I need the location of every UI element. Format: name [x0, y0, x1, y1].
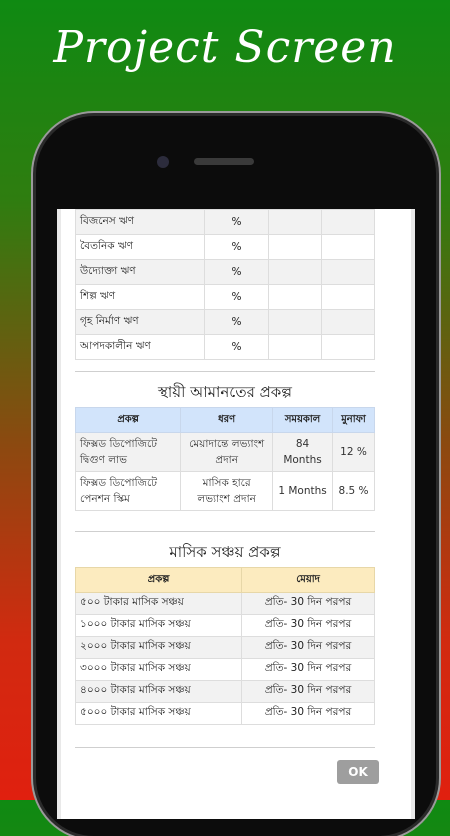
column-header: সময়কাল: [273, 408, 333, 433]
savings-name: ৪০০০ টাকার মাসিক সঞ্চয়: [76, 681, 242, 703]
loan-cell: [268, 335, 321, 360]
loan-table: [75, 209, 375, 360]
scheme-name: ফিক্সড ডিপোজিটে দ্বিগুণ লাভ: [76, 433, 181, 472]
speaker-grille: [194, 158, 254, 165]
table-row: [76, 235, 375, 260]
loan-rate: %: [205, 310, 269, 335]
loan-cell: [321, 285, 374, 310]
fixed-deposit-table: [75, 407, 375, 511]
divider: [75, 371, 375, 372]
phone-screen: [57, 209, 415, 819]
table-row: [76, 615, 375, 637]
loan-rate: %: [205, 210, 269, 235]
savings-term: প্রতি- 30 দিন পরপর: [242, 659, 375, 681]
table-row: [76, 433, 375, 472]
savings-name: ৫০০ টাকার মাসিক সঞ্চয়: [76, 593, 242, 615]
table-row: [76, 681, 375, 703]
column-header: ধরণ: [181, 408, 273, 433]
loan-name: বিজনেস ঋণ: [76, 210, 205, 235]
table-row: [76, 285, 375, 310]
table-row: [76, 335, 375, 360]
camera-icon: [157, 156, 169, 168]
table-row: [76, 637, 375, 659]
promo-title: Project Screen: [53, 22, 397, 73]
loan-cell: [268, 285, 321, 310]
table-row: [76, 593, 375, 615]
loan-cell: [321, 310, 374, 335]
loan-cell: [321, 235, 374, 260]
savings-term: প্রতি- 30 দিন পরপর: [242, 703, 375, 725]
monthly-savings-title: মাসিক সঞ্চয় প্রকল্প: [169, 543, 281, 561]
savings-term: প্রতি- 30 দিন পরপর: [242, 681, 375, 703]
savings-name: ৫০০০ টাকার মাসিক সঞ্চয়: [76, 703, 242, 725]
table-header-row: [76, 568, 375, 593]
scheme-type: মেয়াদান্তে লভ্যাংশ প্রদান: [181, 433, 273, 472]
loan-rate: %: [205, 335, 269, 360]
column-header: মেয়াদ: [242, 568, 375, 593]
loan-cell: [321, 335, 374, 360]
savings-term: প্রতি- 30 দিন পরপর: [242, 593, 375, 615]
savings-name: ৩০০০ টাকার মাসিক সঞ্চয়: [76, 659, 242, 681]
table-row: [76, 703, 375, 725]
scheme-period: 1 Months: [273, 472, 333, 511]
loan-name: গৃহ নির্মাণ ঋণ: [76, 310, 205, 335]
divider: [75, 531, 375, 532]
table-row: [76, 310, 375, 335]
project-dialog: [61, 209, 411, 819]
table-row: [76, 472, 375, 511]
scheme-type: মাসিক হারে লভ্যাংশ প্রদান: [181, 472, 273, 511]
column-header: প্রকল্প: [76, 408, 181, 433]
monthly-savings-table: [75, 567, 375, 725]
scheme-period: 84 Months: [273, 433, 333, 472]
loan-cell: [268, 310, 321, 335]
loan-name: উদ্যোক্তা ঋণ: [76, 260, 205, 285]
loan-rate: %: [205, 285, 269, 310]
savings-term: প্রতি- 30 দিন পরপর: [242, 637, 375, 659]
column-header: প্রকল্প: [76, 568, 242, 593]
phone-frame: [36, 116, 436, 836]
table-row: [76, 210, 375, 235]
loan-rate: %: [205, 235, 269, 260]
loan-name: বৈতনিক ঋণ: [76, 235, 205, 260]
table-row: [76, 659, 375, 681]
table-row: [76, 260, 375, 285]
savings-name: ২০০০ টাকার মাসিক সঞ্চয়: [76, 637, 242, 659]
loan-cell: [268, 210, 321, 235]
savings-term: প্রতি- 30 দিন পরপর: [242, 615, 375, 637]
loan-cell: [268, 235, 321, 260]
column-header: মুনাফা: [333, 408, 375, 433]
fixed-deposit-title: স্থায়ী আমানতের প্রকল্প: [157, 383, 292, 401]
divider: [75, 747, 375, 748]
table-header-row: [76, 408, 375, 433]
loan-cell: [321, 210, 374, 235]
savings-name: ১০০০ টাকার মাসিক সঞ্চয়: [76, 615, 242, 637]
scheme-name: ফিক্সড ডিপোজিটে পেনশন স্কিম: [76, 472, 181, 511]
ok-button[interactable]: OK: [337, 760, 379, 784]
loan-rate: %: [205, 260, 269, 285]
loan-cell: [321, 260, 374, 285]
scheme-profit: 12 %: [333, 433, 375, 472]
scheme-profit: 8.5 %: [333, 472, 375, 511]
loan-cell: [268, 260, 321, 285]
loan-name: আপদকালীন ঋণ: [76, 335, 205, 360]
loan-name: শিল্প ঋণ: [76, 285, 205, 310]
